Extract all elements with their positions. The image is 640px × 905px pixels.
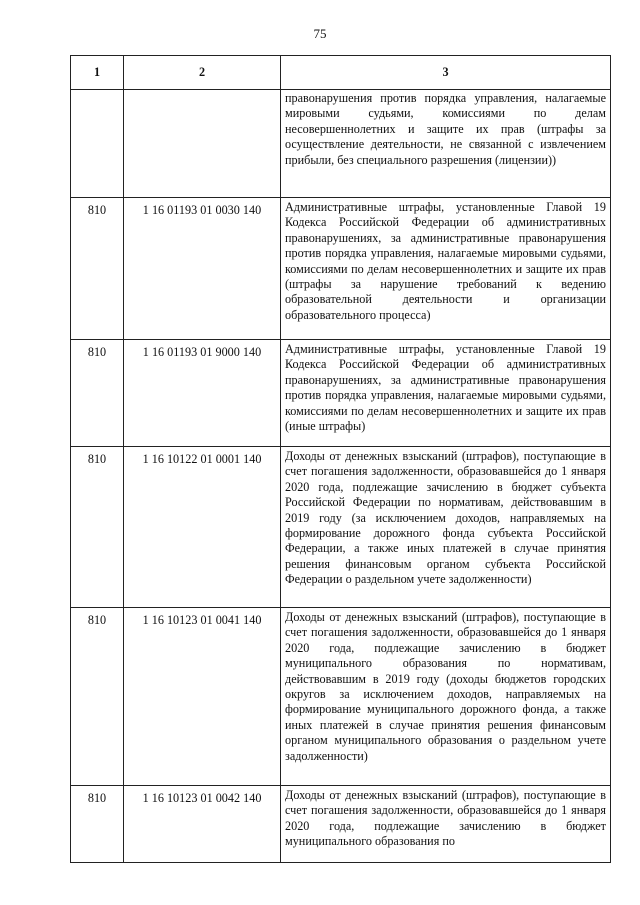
table-row (71, 786, 611, 863)
budget-code-cell: 1 16 01193 01 9000 140 (124, 340, 281, 447)
description-cell: Административные штрафы, установленные Главой 19 Кодекса Российской Федерации об административных правонарушениях, за административные правонарушения против порядка управления, налагаемые мировыми судьями, комиссиями по делам несовершеннолетних и защите их прав (иные штрафы) (281, 340, 611, 447)
description-cell: Административные штрафы, установленные Главой 19 Кодекса Российской Федерации об административных правонарушениях, за административные правонарушения против порядка управления, налагаемые мировыми судьями, комиссиями по делам несовершеннолетних и защите их прав (штрафы за нарушение требований к ведению образовательной деятельности и организации образовательного процесса) (281, 198, 611, 340)
table-row (71, 90, 611, 198)
budget-code-cell: 1 16 10123 01 0042 140 (124, 786, 281, 863)
budget-code-cell (124, 90, 281, 198)
column-header-admin: 1 (71, 56, 124, 90)
description-cell: Доходы от денежных взысканий (штрафов), поступающие в счет погашения задолженности, образовавшейся до 1 января 2020 года, подлежащие зачислению в бюджет муниципального образования по (281, 786, 611, 863)
admin-code-cell: 810 (71, 198, 124, 340)
admin-code-cell: 810 (71, 447, 124, 608)
column-header-description: 3 (281, 56, 611, 90)
budget-code-cell: 1 16 01193 01 0030 140 (124, 198, 281, 340)
table-row (71, 608, 611, 786)
table-row (71, 340, 611, 447)
description-cell: Доходы от денежных взысканий (штрафов), поступающие в счет погашения задолженности, образовавшейся до 1 января 2020 года, подлежащие зачислению в бюджет субъекта Российской Федерации по нормативам, действовавшим в 2019 году (за исключением доходов, направляемых на формирование дорожного фонда субъекта Российской Федерации, а также иных платежей в случае принятия решения финансовым органом субъекта Российской Федерации о раздельном учете задолженности) (281, 447, 611, 608)
page-number: 75 (313, 26, 327, 41)
table-header-row (71, 56, 611, 90)
budget-codes-table (70, 55, 611, 863)
admin-code-cell: 810 (71, 608, 124, 786)
description-cell: Доходы от денежных взысканий (штрафов), поступающие в счет погашения задолженности, образовавшейся до 1 января 2020 года, подлежащие зачислению в бюджет муниципального образования по нормативам, действовавшим в 2019 году (доходы бюджетов городских округов за исключением доходов, направляемых на формирование муниципального дорожного фонда, а также иных платежей в случае принятия решения финансовым органом муниципального образования о раздельном учете задолженности) (281, 608, 611, 786)
table-row (71, 198, 611, 340)
admin-code-cell (71, 90, 124, 198)
budget-code-cell: 1 16 10122 01 0001 140 (124, 447, 281, 608)
budget-code-cell: 1 16 10123 01 0041 140 (124, 608, 281, 786)
admin-code-cell: 810 (71, 786, 124, 863)
table-row (71, 447, 611, 608)
admin-code-cell: 810 (71, 340, 124, 447)
description-cell: правонарушения против порядка управления, налагаемые мировыми судьями, комиссиями по делам несовершеннолетних и защите их прав (штрафы за осуществление деятельности, не связанной с извлечением прибыли, без специального разрешения (лицензии)) (281, 90, 611, 198)
column-header-code: 2 (124, 56, 281, 90)
